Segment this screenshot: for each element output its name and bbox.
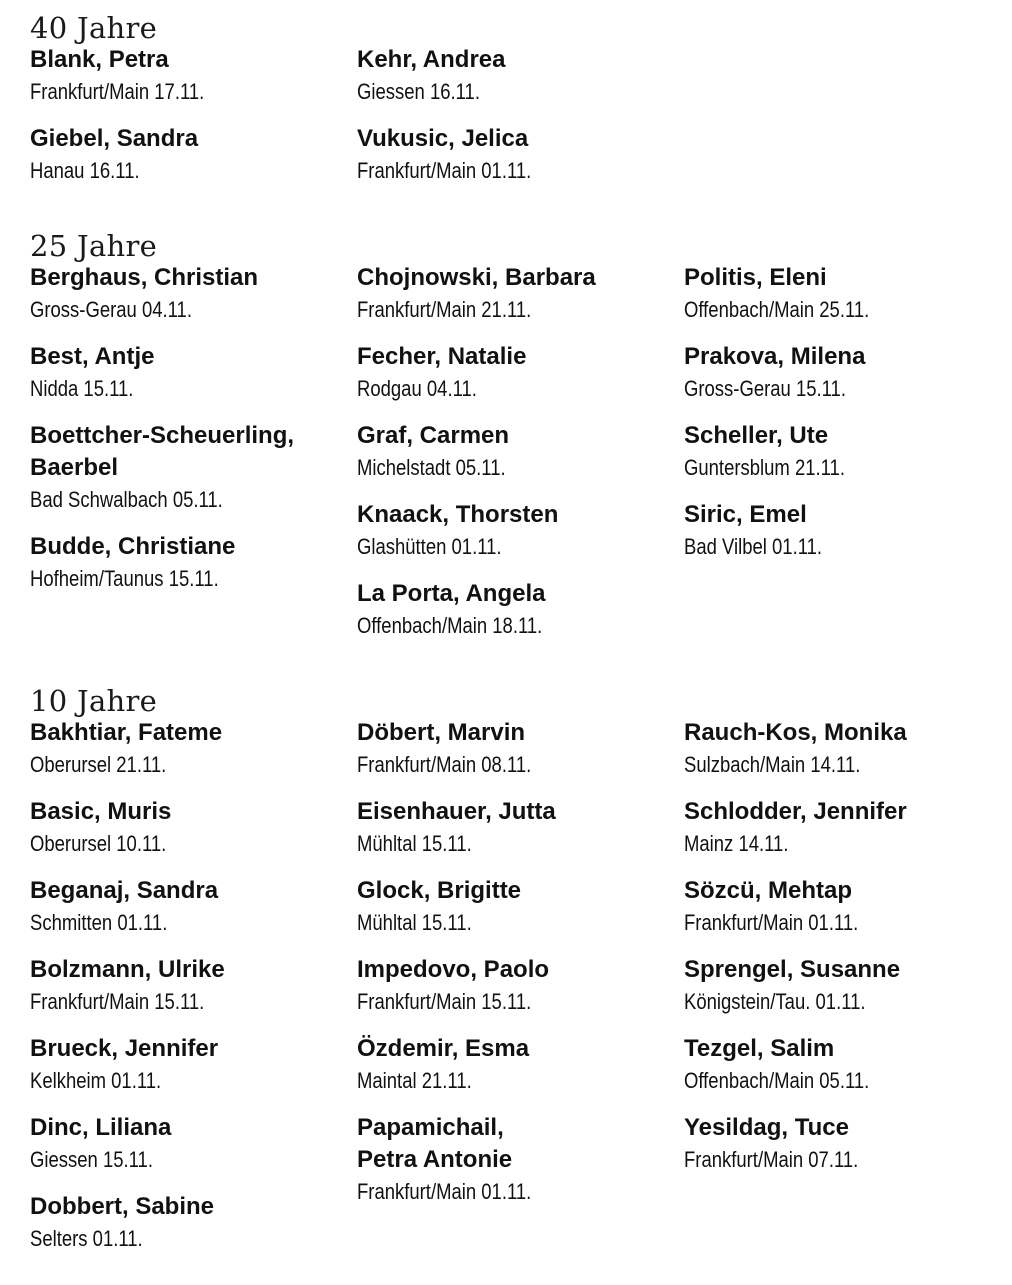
anniversary-entry xyxy=(30,1033,357,1097)
place: Oberursel xyxy=(30,831,112,856)
column-1 xyxy=(30,44,357,202)
anniversary-entry xyxy=(30,1191,357,1255)
person-name-line-2: Petra Antonie xyxy=(357,1146,513,1173)
person-name: Beganaj, Sandra xyxy=(30,877,219,904)
person-name: Impedovo, Paolo xyxy=(357,956,550,983)
entry-detail xyxy=(357,155,632,187)
anniversary-entry xyxy=(684,1033,1011,1097)
person-name: Kehr, Andrea xyxy=(357,46,506,73)
anniversary-entry xyxy=(357,1033,684,1097)
place: Kelkheim xyxy=(30,1068,107,1093)
anniversary-entry xyxy=(30,875,357,939)
place: Offenbach/Main xyxy=(357,613,488,638)
person-name: Fecher, Natalie xyxy=(357,343,527,370)
anniversary-entry xyxy=(357,123,684,187)
person-name: Yesildag, Tuce xyxy=(684,1114,849,1141)
person-name-line-1: Papamichail, xyxy=(357,1114,504,1141)
place: Glashütten xyxy=(357,534,447,559)
section-heading: 25 Jahre xyxy=(30,229,158,263)
entry-detail xyxy=(30,986,305,1018)
entry-columns xyxy=(30,44,990,202)
person-name: Sözcü, Mehtap xyxy=(684,877,853,904)
place: Oberursel xyxy=(30,752,112,777)
person-name: Budde, Christiane xyxy=(30,533,236,560)
date: 15.11. xyxy=(795,376,846,401)
person-name: Dobbert, Sabine xyxy=(30,1193,215,1220)
date: 15.11. xyxy=(481,989,532,1014)
entry-detail xyxy=(30,907,305,939)
entry-columns xyxy=(30,262,990,657)
date: 21.11. xyxy=(421,1068,472,1093)
place: Michelstadt xyxy=(357,455,451,480)
place: Rodgau xyxy=(357,376,422,401)
person-name: Brueck, Jennifer xyxy=(30,1035,219,1062)
place: Offenbach/Main xyxy=(684,297,815,322)
place: Bad Schwalbach xyxy=(30,487,168,512)
date: 15.11. xyxy=(154,989,205,1014)
person-name: Döbert, Marvin xyxy=(357,719,526,746)
place: Mühltal xyxy=(357,910,417,935)
column-1 xyxy=(30,717,357,1270)
place: Guntersblum xyxy=(684,455,790,480)
entry-columns xyxy=(30,717,990,1270)
anniversary-entry xyxy=(357,796,684,860)
column-1 xyxy=(30,262,357,657)
column-3 xyxy=(684,717,1011,1270)
date: 10.11. xyxy=(116,831,167,856)
anniversary-entry xyxy=(30,717,357,781)
person-name: Giebel, Sandra xyxy=(30,125,199,152)
person-name: Glock, Brigitte xyxy=(357,877,522,904)
person-name: Dinc, Liliana xyxy=(30,1114,172,1141)
anniversary-entry xyxy=(684,499,1011,563)
anniversary-entry xyxy=(357,578,684,642)
section-40-jahre xyxy=(30,12,990,202)
date: 14.11. xyxy=(810,752,861,777)
column-2 xyxy=(357,717,684,1270)
date: 15.11. xyxy=(83,376,134,401)
date: 05.11. xyxy=(455,455,506,480)
date: 16.11. xyxy=(429,79,480,104)
anniversary-entry xyxy=(357,717,684,781)
person-name: Knaack, Thorsten xyxy=(357,501,559,528)
date: 18.11. xyxy=(492,613,543,638)
date: 15.11. xyxy=(168,566,219,591)
anniversary-entry xyxy=(30,44,357,108)
date: 01.11. xyxy=(117,910,168,935)
date: 21.11. xyxy=(116,752,167,777)
person-name: Graf, Carmen xyxy=(357,422,510,449)
entry-detail xyxy=(357,294,632,326)
anniversary-entry xyxy=(357,341,684,405)
place: Frankfurt/Main xyxy=(357,752,477,777)
place: Schmitten xyxy=(30,910,113,935)
person-name: Vukusic, Jelica xyxy=(357,125,529,152)
date: 01.11. xyxy=(772,534,823,559)
date: 04.11. xyxy=(141,297,192,322)
person-name: Rauch-Kos, Monika xyxy=(684,719,907,746)
entry-detail xyxy=(357,749,632,781)
anniversary-entry xyxy=(357,262,684,326)
column-2 xyxy=(357,44,684,202)
column-2 xyxy=(357,262,684,657)
date: 01.11. xyxy=(92,1226,143,1251)
person-name: Prakova, Milena xyxy=(684,343,866,370)
section-heading: 40 Jahre xyxy=(30,11,158,45)
place: Frankfurt/Main xyxy=(357,1179,477,1204)
anniversary-entry xyxy=(30,123,357,187)
date: 17.11. xyxy=(154,79,205,104)
anniversary-entry xyxy=(684,420,1011,484)
entry-detail xyxy=(357,1065,632,1097)
anniversary-entry xyxy=(357,499,684,563)
person-name: Eisenhauer, Jutta xyxy=(357,798,556,825)
section-10-jahre xyxy=(30,685,990,1270)
person-name: Siric, Emel xyxy=(684,501,807,528)
person-name-line-2: Baerbel xyxy=(30,454,119,481)
place: Hofheim/Taunus xyxy=(30,566,164,591)
date: 15.11. xyxy=(421,910,472,935)
person-name: Tezgel, Salim xyxy=(684,1035,835,1062)
date: 01.11. xyxy=(815,989,866,1014)
anniversary-entry xyxy=(30,796,357,860)
place: Offenbach/Main xyxy=(684,1068,815,1093)
date: 16.11. xyxy=(89,158,140,183)
date: 05.11. xyxy=(172,487,223,512)
anniversary-entry xyxy=(684,954,1011,1018)
place: Frankfurt/Main xyxy=(684,1147,804,1172)
entry-detail xyxy=(357,373,632,405)
place: Sulzbach/Main xyxy=(684,752,806,777)
date: 04.11. xyxy=(426,376,477,401)
person-name: Berghaus, Christian xyxy=(30,264,259,291)
entry-detail xyxy=(357,907,632,939)
date: 01.11. xyxy=(111,1068,162,1093)
place: Giessen xyxy=(30,1147,98,1172)
entry-detail xyxy=(30,1144,305,1176)
place: Frankfurt/Main xyxy=(357,989,477,1014)
place: Mainz xyxy=(684,831,734,856)
person-name: Sprengel, Susanne xyxy=(684,956,901,983)
entry-detail xyxy=(30,563,305,595)
person-name: La Porta, Angela xyxy=(357,580,546,607)
entry-detail xyxy=(357,828,632,860)
place: Frankfurt/Main xyxy=(684,910,804,935)
place: Frankfurt/Main xyxy=(30,79,150,104)
anniversary-entry xyxy=(30,262,357,326)
entry-detail xyxy=(684,1065,959,1097)
anniversary-entry xyxy=(684,262,1011,326)
anniversary-entry xyxy=(684,796,1011,860)
place: Gross-Gerau xyxy=(684,376,791,401)
place: Frankfurt/Main xyxy=(30,989,150,1014)
anniversary-entry xyxy=(30,341,357,405)
entry-detail xyxy=(357,1176,632,1208)
entry-detail xyxy=(357,531,632,563)
entry-detail xyxy=(357,986,632,1018)
person-name: Best, Antje xyxy=(30,343,155,370)
entry-detail xyxy=(684,986,959,1018)
date: 08.11. xyxy=(481,752,532,777)
entry-detail xyxy=(30,484,305,516)
place: Hanau xyxy=(30,158,85,183)
anniversary-entry xyxy=(30,954,357,1018)
person-name: Blank, Petra xyxy=(30,46,169,73)
entry-detail xyxy=(684,531,959,563)
anniversary-entry xyxy=(357,1112,684,1208)
date: 01.11. xyxy=(481,1179,532,1204)
place: Selters xyxy=(30,1226,88,1251)
entry-detail xyxy=(30,1223,305,1255)
anniversary-entry xyxy=(357,44,684,108)
place: Bad Vilbel xyxy=(684,534,767,559)
entry-detail xyxy=(30,749,305,781)
person-name: Scheller, Ute xyxy=(684,422,829,449)
place: Maintal xyxy=(357,1068,417,1093)
entry-detail xyxy=(684,1144,959,1176)
date: 07.11. xyxy=(808,1147,859,1172)
date: 01.11. xyxy=(451,534,502,559)
place: Gross-Gerau xyxy=(30,297,137,322)
anniversary-entry xyxy=(357,875,684,939)
date: 05.11. xyxy=(819,1068,870,1093)
entry-detail xyxy=(684,828,959,860)
person-name-line-1: Boettcher-Scheuerling, xyxy=(30,422,295,449)
anniversary-entry xyxy=(684,341,1011,405)
place: Königstein/Tau. xyxy=(684,989,811,1014)
entry-detail xyxy=(684,294,959,326)
place: Giessen xyxy=(357,79,425,104)
entry-detail xyxy=(684,452,959,484)
date: 21.11. xyxy=(481,297,532,322)
entry-detail xyxy=(30,294,305,326)
entry-detail xyxy=(30,155,305,187)
date: 15.11. xyxy=(421,831,472,856)
anniversary-entry xyxy=(357,420,684,484)
entry-detail xyxy=(357,452,632,484)
person-name: Bolzmann, Ulrike xyxy=(30,956,225,983)
person-name: Chojnowski, Barbara xyxy=(357,264,596,291)
place: Nidda xyxy=(30,376,79,401)
anniversary-entry xyxy=(684,717,1011,781)
person-name: Basic, Muris xyxy=(30,798,172,825)
anniversary-entry xyxy=(30,1112,357,1176)
date: 14.11. xyxy=(738,831,789,856)
entry-detail xyxy=(684,907,959,939)
date: 21.11. xyxy=(794,455,845,480)
anniversary-entry xyxy=(684,1112,1011,1176)
place: Frankfurt/Main xyxy=(357,297,477,322)
column-3 xyxy=(684,262,1011,657)
anniversary-entry xyxy=(357,954,684,1018)
date: 15.11. xyxy=(102,1147,153,1172)
place: Mühltal xyxy=(357,831,417,856)
entry-detail xyxy=(30,828,305,860)
date: 01.11. xyxy=(808,910,859,935)
person-name: Özdemir, Esma xyxy=(357,1035,530,1062)
entry-detail xyxy=(30,373,305,405)
anniversary-entry xyxy=(684,875,1011,939)
entry-detail xyxy=(357,610,632,642)
date: 25.11. xyxy=(819,297,870,322)
person-name: Politis, Eleni xyxy=(684,264,827,291)
entry-detail xyxy=(684,373,959,405)
person-name: Bakhtiar, Fateme xyxy=(30,719,223,746)
person-name: Schlodder, Jennifer xyxy=(684,798,907,825)
date: 01.11. xyxy=(481,158,532,183)
entry-detail xyxy=(30,1065,305,1097)
anniversary-entry xyxy=(30,531,357,595)
entry-detail xyxy=(684,749,959,781)
entry-detail xyxy=(357,76,632,108)
entry-detail xyxy=(30,76,305,108)
place: Frankfurt/Main xyxy=(357,158,477,183)
section-25-jahre xyxy=(30,230,990,657)
section-heading: 10 Jahre xyxy=(30,684,158,718)
anniversary-entry xyxy=(30,420,357,516)
